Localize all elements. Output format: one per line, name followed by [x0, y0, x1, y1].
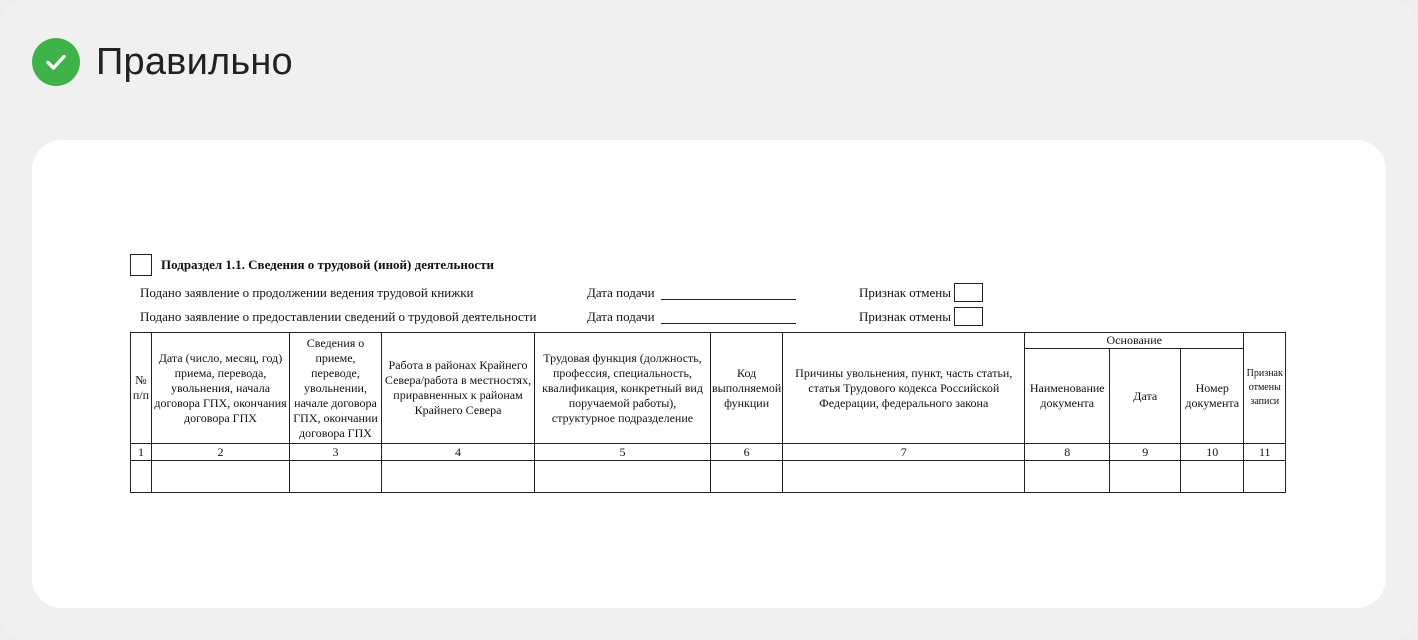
- col-header-date: Дата (число, месяц, год) приема, перевода, увольнения, начала договора ГПХ, окончания договора ГПХ: [152, 333, 290, 444]
- date-label: Дата подачи: [587, 309, 655, 324]
- col-number: 3: [290, 444, 382, 461]
- table-cell[interactable]: [1025, 461, 1110, 493]
- table-cell[interactable]: [290, 461, 382, 493]
- statement-info-label: Подано заявление о предоставлении сведений о трудовой деятельности: [140, 309, 537, 324]
- col-number: 2: [152, 444, 290, 461]
- cancel-label: Признак отмены: [859, 309, 951, 324]
- col-header-doc-name: Наименование документа: [1025, 349, 1110, 444]
- activity-table: [130, 332, 1286, 493]
- cancel-checkbox[interactable]: [954, 307, 983, 326]
- col-number: 6: [711, 444, 783, 461]
- col-number: 7: [783, 444, 1025, 461]
- date-label: Дата подачи: [587, 285, 655, 300]
- table-cell[interactable]: [1110, 461, 1181, 493]
- table-cell[interactable]: [1244, 461, 1286, 493]
- col-header-code: Код выполняемой функции: [711, 333, 783, 444]
- table-cell[interactable]: [1181, 461, 1244, 493]
- col-header-cancel: Признак отмены записи: [1244, 333, 1286, 444]
- status-title: Правильно: [96, 40, 293, 83]
- cancel-label: Признак отмены: [859, 285, 951, 300]
- checkmark-icon: [32, 38, 80, 86]
- section-checkbox[interactable]: [130, 254, 152, 276]
- cancel-checkbox[interactable]: [954, 283, 983, 302]
- date-field[interactable]: [661, 299, 796, 300]
- form-card: [32, 140, 1386, 608]
- table-cell[interactable]: [711, 461, 783, 493]
- col-number: 5: [535, 444, 711, 461]
- col-header-north: Работа в районах Крайнего Севера/работа в местностях, приравненных к районам Крайнего Севера: [382, 333, 535, 444]
- status-header: [32, 38, 293, 86]
- col-header-info: Сведения о приеме, переводе, увольнении, начале договора ГПХ, окончании договора ГПХ: [290, 333, 382, 444]
- col-header-number: № п/п: [131, 333, 152, 444]
- col-number: 8: [1025, 444, 1110, 461]
- col-header-doc-number: Номер документа: [1181, 349, 1244, 444]
- col-number: 11: [1244, 444, 1286, 461]
- table-cell[interactable]: [535, 461, 711, 493]
- table-cell[interactable]: [131, 461, 152, 493]
- table-cell[interactable]: [152, 461, 290, 493]
- col-number: 9: [1110, 444, 1181, 461]
- col-header-reason: Причины увольнения, пункт, часть статьи, статья Трудового кодекса Российской Федерации, федерального закона: [783, 333, 1025, 444]
- table-cell[interactable]: [783, 461, 1025, 493]
- statement-continue-label: Подано заявление о продолжении ведения трудовой книжки: [140, 285, 474, 300]
- col-header-basis: Основание: [1025, 333, 1244, 349]
- col-number: 10: [1181, 444, 1244, 461]
- col-number: 4: [382, 444, 535, 461]
- section-title: Подраздел 1.1. Сведения о трудовой (иной) деятельности: [161, 257, 494, 272]
- col-header-doc-date: Дата: [1110, 349, 1181, 444]
- col-header-function: Трудовая функция (должность, профессия, специальность, квалификация, конкретный вид поручаемой работы), структурное подразделение: [535, 333, 711, 444]
- col-number: 1: [131, 444, 152, 461]
- table-cell[interactable]: [382, 461, 535, 493]
- date-field[interactable]: [661, 323, 796, 324]
